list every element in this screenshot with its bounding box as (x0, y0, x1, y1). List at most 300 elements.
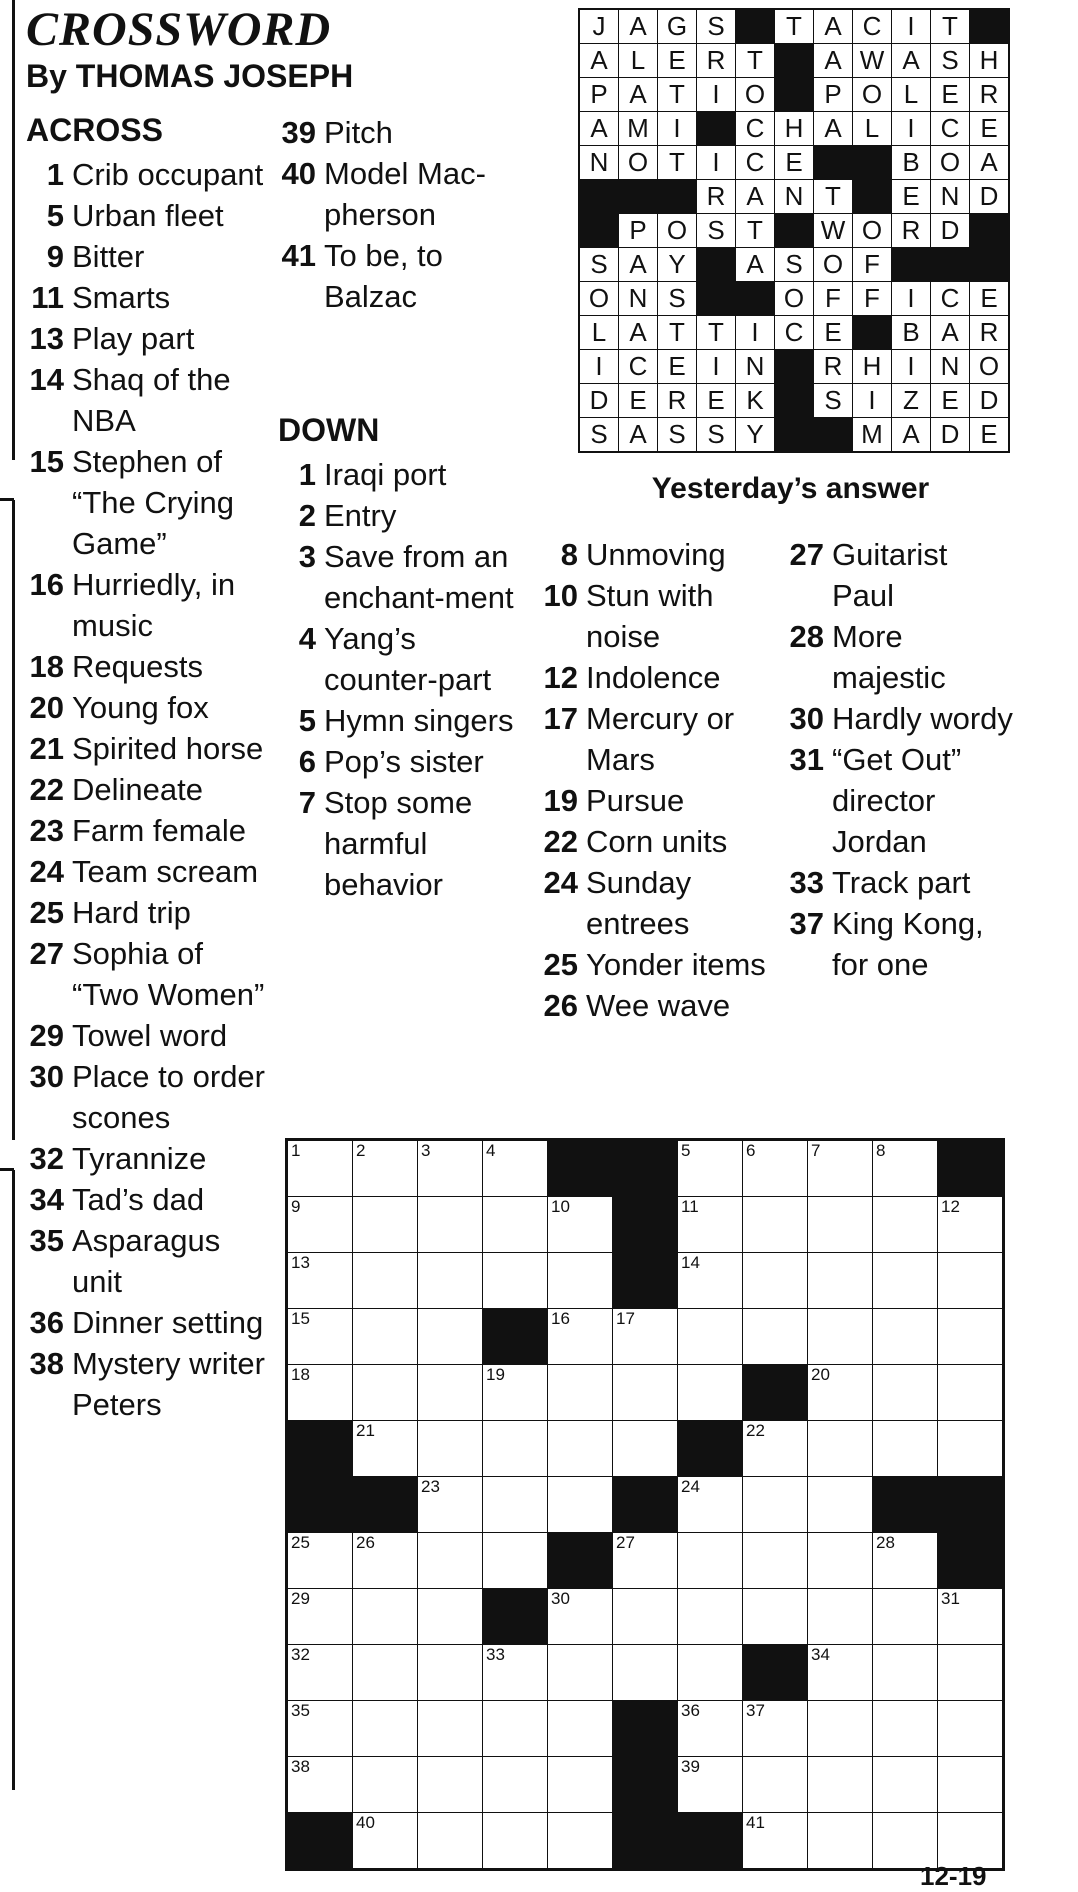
grid-cell[interactable] (743, 1309, 808, 1365)
clue-number: 33 (789, 865, 824, 900)
cell-number: 25 (291, 1533, 310, 1552)
grid-cell[interactable] (353, 1309, 418, 1365)
grid-cell[interactable] (548, 1253, 613, 1309)
answer-cell: A (736, 248, 775, 282)
clue-1 (20, 154, 275, 195)
answer-cell: P (579, 78, 619, 112)
clue-number: 26 (543, 988, 578, 1023)
answer-cell: P (619, 214, 658, 248)
answer-cell: W (853, 44, 892, 78)
grid-cell[interactable] (808, 1309, 873, 1365)
answer-cell: T (814, 180, 853, 214)
clue-number: 1 (46, 157, 64, 192)
grid-cell[interactable] (808, 1589, 873, 1645)
grid-cell[interactable] (353, 1813, 418, 1870)
page-title: CROSSWORD (26, 3, 332, 56)
clue-text: Team scream (72, 854, 259, 889)
clue-11 (20, 277, 275, 318)
grid-cell[interactable] (353, 1645, 418, 1701)
grid-cell[interactable] (418, 1757, 483, 1813)
answer-cell: I (892, 9, 931, 44)
clue-5 (272, 700, 537, 741)
answer-cell: T (697, 316, 736, 350)
grid-cell[interactable] (483, 1813, 548, 1870)
grid-cell[interactable] (483, 1197, 548, 1253)
answer-cell: S (579, 248, 619, 282)
grid-cell[interactable] (353, 1701, 418, 1757)
answer-cell: O (853, 214, 892, 248)
black-square (938, 1140, 1004, 1197)
grid-cell[interactable] (353, 1253, 418, 1309)
clue-number: 17 (543, 701, 578, 736)
down-clues-col4 (778, 534, 1018, 985)
clue-number: 27 (789, 537, 824, 572)
answer-cell: O (658, 214, 697, 248)
clue-text: Sunday entrees (586, 865, 692, 941)
grid-cell[interactable] (808, 1253, 873, 1309)
black-square (970, 9, 1010, 44)
black-square (287, 1421, 353, 1477)
answer-cell: R (697, 180, 736, 214)
clue-30 (778, 698, 1018, 739)
grid-cell[interactable] (287, 1757, 353, 1813)
clue-text: Urban fleet (72, 198, 224, 233)
grid-cell[interactable] (353, 1365, 418, 1421)
grid-cell[interactable] (938, 1757, 1004, 1813)
grid-cell[interactable] (483, 1477, 548, 1533)
grid-cell[interactable] (287, 1253, 353, 1309)
cell-number: 10 (551, 1197, 570, 1216)
grid-cell[interactable] (483, 1421, 548, 1477)
answer-cell: R (970, 78, 1010, 112)
answer-cell: I (892, 350, 931, 384)
answer-cell: H (970, 44, 1010, 78)
answer-cell: E (619, 384, 658, 418)
clue-text: Tad’s dad (72, 1182, 205, 1217)
grid-cell[interactable] (418, 1589, 483, 1645)
grid-cell[interactable] (938, 1421, 1004, 1477)
clue-text: Pitch (324, 115, 393, 150)
grid-cell[interactable] (808, 1813, 873, 1870)
black-square (775, 418, 814, 453)
grid-cell[interactable] (418, 1309, 483, 1365)
answer-cell: M (619, 112, 658, 146)
answer-cell: N (736, 350, 775, 384)
clue-text: Corn units (586, 824, 728, 859)
clue-text: Young fox (72, 690, 209, 725)
answer-cell: H (775, 112, 814, 146)
grid-cell[interactable] (287, 1589, 353, 1645)
answer-cell: L (892, 78, 931, 112)
clue-19 (526, 780, 776, 821)
clue-21 (20, 728, 275, 769)
grid-cell[interactable] (873, 1421, 938, 1477)
grid-cell[interactable] (743, 1140, 808, 1197)
answer-cell: S (697, 214, 736, 248)
grid-cell[interactable] (873, 1365, 938, 1421)
cell-number: 7 (811, 1141, 821, 1160)
clue-number: 23 (29, 813, 64, 848)
cell-number: 17 (616, 1309, 635, 1328)
answer-cell: L (853, 112, 892, 146)
answer-cell: O (579, 282, 619, 316)
black-square (619, 180, 658, 214)
answer-cell: R (697, 44, 736, 78)
black-square (736, 9, 775, 44)
grid-cell[interactable] (353, 1757, 418, 1813)
grid-cell[interactable] (418, 1197, 483, 1253)
grid-cell[interactable] (743, 1197, 808, 1253)
grid-cell[interactable] (873, 1533, 938, 1589)
grid-cell[interactable] (613, 1645, 678, 1701)
clue-number: 35 (29, 1223, 64, 1258)
black-square (775, 384, 814, 418)
cell-number: 6 (746, 1141, 756, 1160)
black-square (814, 418, 853, 453)
clue-text: Model Mac-pherson (324, 156, 486, 232)
grid-cell[interactable] (548, 1813, 613, 1870)
clue-text: Tyrannize (72, 1141, 207, 1176)
answer-cell: A (970, 146, 1010, 180)
grid-cell[interactable] (808, 1140, 873, 1197)
grid-cell[interactable] (418, 1365, 483, 1421)
grid-cell[interactable] (808, 1757, 873, 1813)
clue-text: Hardly wordy (832, 701, 1013, 736)
grid-cell[interactable] (548, 1589, 613, 1645)
grid-cell[interactable] (287, 1140, 353, 1197)
grid-cell[interactable] (678, 1645, 743, 1701)
answer-cell: F (853, 248, 892, 282)
answer-cell: D (970, 180, 1010, 214)
black-square (613, 1197, 678, 1253)
answer-cell: O (736, 78, 775, 112)
grid-cell[interactable] (808, 1701, 873, 1757)
grid-cell[interactable] (613, 1589, 678, 1645)
clue-number: 22 (29, 772, 64, 807)
cell-number: 34 (811, 1645, 830, 1664)
grid-cell[interactable] (548, 1309, 613, 1365)
answer-cell: E (892, 180, 931, 214)
grid-cell[interactable] (287, 1533, 353, 1589)
grid-cell[interactable] (938, 1197, 1004, 1253)
grid-cell[interactable] (873, 1701, 938, 1757)
grid-cell[interactable] (613, 1309, 678, 1365)
answer-cell: A (736, 180, 775, 214)
cell-number: 12 (941, 1197, 960, 1216)
across-clues-col1 (20, 154, 275, 1425)
answer-cell: T (736, 214, 775, 248)
adjacent-column-fragment (0, 0, 22, 1891)
grid-cell[interactable] (418, 1140, 483, 1197)
grid-cell[interactable] (743, 1701, 808, 1757)
grid-cell[interactable] (418, 1253, 483, 1309)
grid-cell[interactable] (613, 1365, 678, 1421)
clue-text: Place to order scones (72, 1059, 265, 1135)
grid-cell[interactable] (743, 1533, 808, 1589)
grid-cell[interactable] (873, 1253, 938, 1309)
black-square (548, 1140, 613, 1197)
grid-cell[interactable] (548, 1701, 613, 1757)
cell-number: 37 (746, 1701, 765, 1720)
black-square (658, 180, 697, 214)
clue-text: Mercury or Mars (586, 701, 735, 777)
clue-24 (20, 851, 275, 892)
grid-cell[interactable] (873, 1140, 938, 1197)
black-square (579, 180, 619, 214)
clue-37 (778, 903, 1018, 985)
answer-cell: C (736, 146, 775, 180)
grid-cell[interactable] (548, 1645, 613, 1701)
answer-cell: T (931, 9, 970, 44)
grid-cell[interactable] (287, 1309, 353, 1365)
grid-cell[interactable] (873, 1197, 938, 1253)
grid-cell[interactable] (938, 1253, 1004, 1309)
answer-cell: F (853, 282, 892, 316)
grid-cell[interactable] (938, 1589, 1004, 1645)
grid-cell[interactable] (418, 1421, 483, 1477)
grid-cell[interactable] (483, 1757, 548, 1813)
grid-cell[interactable] (808, 1365, 873, 1421)
answer-cell: T (658, 316, 697, 350)
answer-cell: S (579, 418, 619, 453)
answer-cell: E (658, 350, 697, 384)
clue-number: 24 (543, 865, 578, 900)
answer-cell: S (931, 44, 970, 78)
clue-number: 27 (29, 936, 64, 971)
grid-cell[interactable] (743, 1757, 808, 1813)
grid-cell[interactable] (613, 1533, 678, 1589)
answer-cell: N (775, 180, 814, 214)
grid-cell[interactable] (678, 1253, 743, 1309)
clue-33 (778, 862, 1018, 903)
cell-number: 5 (681, 1141, 691, 1160)
answer-cell: E (970, 282, 1010, 316)
black-square (287, 1813, 353, 1870)
yesterday-answer-grid (578, 8, 1010, 453)
grid-cell[interactable] (938, 1309, 1004, 1365)
grid-cell[interactable] (418, 1477, 483, 1533)
grid-cell[interactable] (418, 1701, 483, 1757)
grid-cell[interactable] (808, 1421, 873, 1477)
clue-number: 5 (298, 703, 316, 738)
clue-28 (778, 616, 1018, 698)
clue-text: Indolence (586, 660, 721, 695)
grid-cell[interactable] (548, 1421, 613, 1477)
clue-36 (20, 1302, 275, 1343)
clue-number: 24 (29, 854, 64, 889)
clue-number: 15 (29, 444, 64, 479)
clue-27 (20, 933, 275, 1015)
cell-number: 18 (291, 1365, 310, 1384)
clue-number: 36 (29, 1305, 64, 1340)
answer-cell: M (853, 418, 892, 453)
grid-cell[interactable] (418, 1813, 483, 1870)
clue-text: Unmoving (586, 537, 726, 572)
answer-cell: I (892, 282, 931, 316)
grid-cell[interactable] (678, 1533, 743, 1589)
black-square (613, 1813, 678, 1870)
grid-cell[interactable] (353, 1197, 418, 1253)
grid-cell[interactable] (743, 1421, 808, 1477)
crossword-grid[interactable] (285, 1138, 1005, 1871)
grid-cell[interactable] (743, 1813, 808, 1870)
answer-cell: I (658, 112, 697, 146)
clue-text: Asparagus unit (72, 1223, 221, 1299)
grid-cell[interactable] (483, 1365, 548, 1421)
clue-number: 6 (298, 744, 316, 779)
clue-text: Smarts (72, 280, 171, 315)
black-square (697, 282, 736, 316)
clue-number: 8 (560, 537, 578, 572)
answer-cell: H (853, 350, 892, 384)
grid-cell[interactable] (678, 1757, 743, 1813)
cell-number: 36 (681, 1701, 700, 1720)
answer-cell: S (697, 418, 736, 453)
grid-cell[interactable] (418, 1533, 483, 1589)
clue-number: 7 (298, 785, 316, 820)
grid-cell[interactable] (548, 1477, 613, 1533)
black-square (678, 1421, 743, 1477)
grid-cell[interactable] (483, 1533, 548, 1589)
clue-31 (778, 739, 1018, 862)
grid-cell[interactable] (808, 1533, 873, 1589)
grid-cell[interactable] (483, 1701, 548, 1757)
clue-text: Mystery writer Peters (72, 1346, 265, 1422)
black-square (743, 1365, 808, 1421)
down-clues-col2 (272, 454, 537, 905)
answer-cell: I (892, 112, 931, 146)
answer-cell: R (658, 384, 697, 418)
clue-number: 20 (29, 690, 64, 725)
cell-number: 3 (421, 1141, 431, 1160)
cell-number: 13 (291, 1253, 310, 1272)
clue-number: 1 (298, 457, 316, 492)
black-square (287, 1477, 353, 1533)
answer-cell: A (814, 9, 853, 44)
clue-39 (272, 112, 532, 153)
grid-cell[interactable] (808, 1645, 873, 1701)
grid-cell[interactable] (873, 1645, 938, 1701)
clue-10 (526, 575, 776, 657)
answer-cell: W (814, 214, 853, 248)
answer-cell: A (579, 44, 619, 78)
grid-cell[interactable] (548, 1365, 613, 1421)
black-square (931, 248, 970, 282)
answer-cell: C (931, 282, 970, 316)
clue-15 (20, 441, 275, 564)
clue-number: 9 (46, 239, 64, 274)
clue-12 (526, 657, 776, 698)
grid-cell[interactable] (678, 1589, 743, 1645)
grid-cell[interactable] (938, 1701, 1004, 1757)
cell-number: 22 (746, 1421, 765, 1440)
grid-cell[interactable] (808, 1197, 873, 1253)
grid-cell[interactable] (938, 1645, 1004, 1701)
grid-cell[interactable] (678, 1309, 743, 1365)
cell-number: 41 (746, 1813, 765, 1832)
clue-text: Stephen of “The Crying Game” (72, 444, 234, 561)
clue-number: 32 (29, 1141, 64, 1176)
grid-cell[interactable] (678, 1197, 743, 1253)
clue-number: 25 (543, 947, 578, 982)
answer-cell: B (892, 316, 931, 350)
grid-cell[interactable] (613, 1421, 678, 1477)
grid-cell[interactable] (353, 1140, 418, 1197)
clue-17 (526, 698, 776, 780)
clue-text: Shaq of the NBA (72, 362, 231, 438)
clue-text: More majestic (832, 619, 946, 695)
grid-cell[interactable] (808, 1477, 873, 1533)
grid-cell[interactable] (938, 1365, 1004, 1421)
answer-cell: S (658, 282, 697, 316)
answer-cell: A (814, 44, 853, 78)
clue-text: Delineate (72, 772, 203, 807)
grid-cell[interactable] (873, 1309, 938, 1365)
clue-text: Dinner setting (72, 1305, 264, 1340)
grid-cell[interactable] (873, 1757, 938, 1813)
clue-number: 3 (298, 539, 316, 574)
answer-cell: E (814, 316, 853, 350)
grid-cell[interactable] (287, 1701, 353, 1757)
cell-number: 23 (421, 1477, 440, 1496)
grid-cell[interactable] (418, 1645, 483, 1701)
answer-cell: O (931, 146, 970, 180)
grid-cell[interactable] (353, 1533, 418, 1589)
answer-cell: A (619, 9, 658, 44)
clue-number: 11 (31, 280, 64, 315)
answer-cell: S (658, 418, 697, 453)
clue-22 (526, 821, 776, 862)
black-square (873, 1477, 938, 1533)
grid-cell[interactable] (287, 1365, 353, 1421)
clue-14 (20, 359, 275, 441)
clue-7 (272, 782, 537, 905)
grid-cell[interactable] (483, 1253, 548, 1309)
grid-cell[interactable] (353, 1421, 418, 1477)
grid-cell[interactable] (678, 1140, 743, 1197)
grid-cell[interactable] (287, 1645, 353, 1701)
grid-cell[interactable] (743, 1253, 808, 1309)
clue-32 (20, 1138, 275, 1179)
grid-cell[interactable] (287, 1197, 353, 1253)
cell-number: 30 (551, 1589, 570, 1608)
grid-cell[interactable] (483, 1645, 548, 1701)
grid-cell[interactable] (678, 1701, 743, 1757)
grid-cell[interactable] (678, 1365, 743, 1421)
answer-cell: S (697, 9, 736, 44)
answer-cell: E (775, 146, 814, 180)
grid-cell[interactable] (873, 1589, 938, 1645)
answer-cell: O (814, 248, 853, 282)
grid-cell[interactable] (353, 1589, 418, 1645)
black-square (814, 146, 853, 180)
clue-number: 4 (298, 621, 316, 656)
clue-text: Stop some harmful behavior (324, 785, 473, 902)
cell-number: 15 (291, 1309, 310, 1328)
grid-cell[interactable] (548, 1197, 613, 1253)
cell-number: 1 (291, 1141, 301, 1160)
clue-13 (20, 318, 275, 359)
clue-number: 19 (543, 783, 578, 818)
grid-cell[interactable] (678, 1477, 743, 1533)
grid-cell[interactable] (743, 1477, 808, 1533)
clue-number: 30 (29, 1059, 64, 1094)
grid-cell[interactable] (483, 1140, 548, 1197)
answer-cell: A (892, 418, 931, 453)
grid-cell[interactable] (548, 1757, 613, 1813)
grid-cell[interactable] (743, 1589, 808, 1645)
cell-number: 4 (486, 1141, 496, 1160)
